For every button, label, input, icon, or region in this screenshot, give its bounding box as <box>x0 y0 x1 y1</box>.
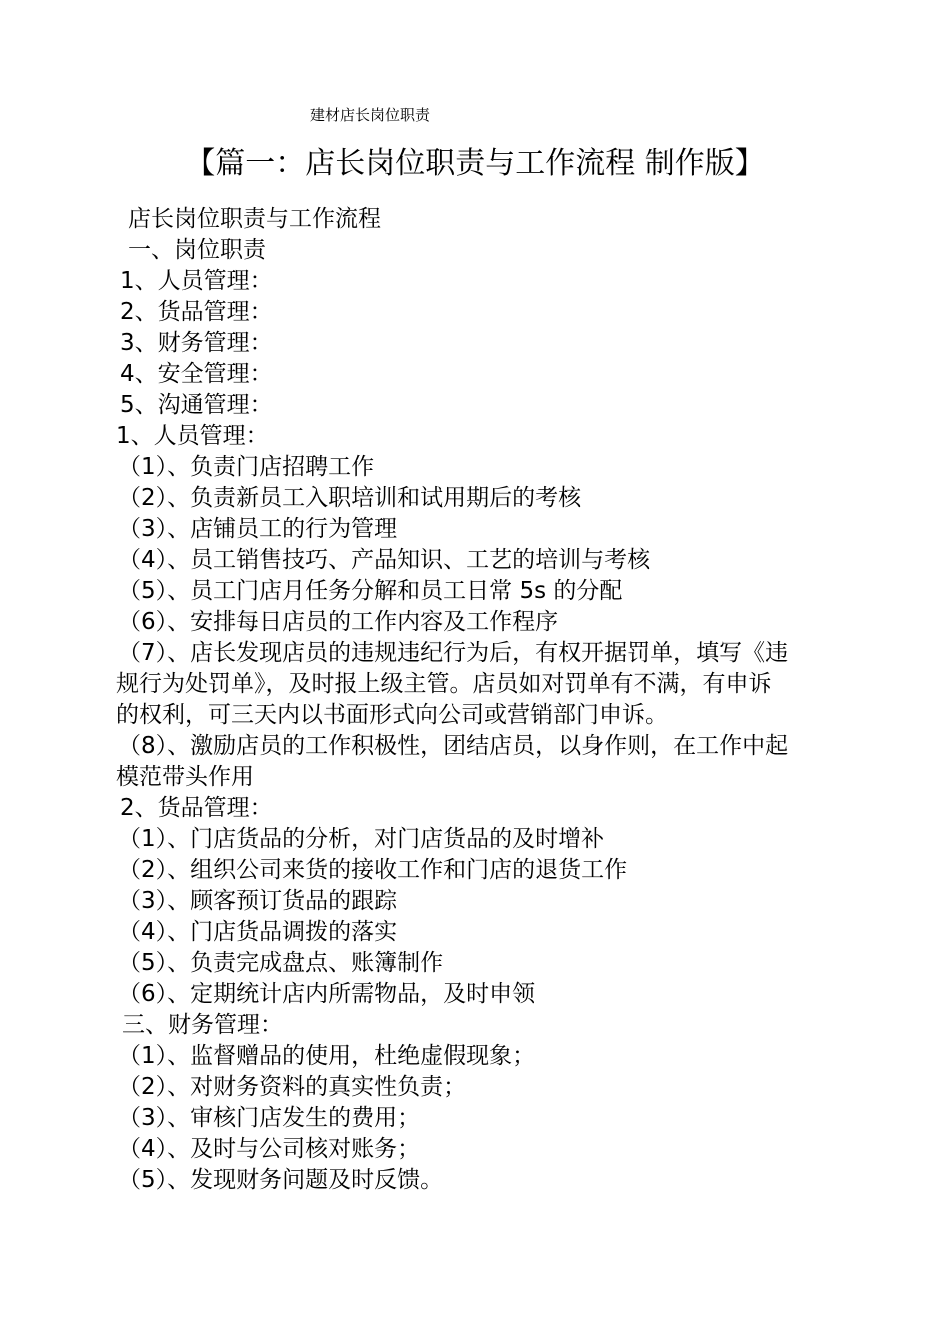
outline-item: 3、财务管理： <box>120 330 273 356</box>
list-item: （5）、发现财务问题及时反馈。 <box>118 1167 444 1193</box>
list-item: （3）、店铺员工的行为管理 <box>118 516 398 542</box>
list-item: （3）、审核门店发生的费用； <box>118 1105 421 1131</box>
section-heading: 三、财务管理： <box>122 1012 283 1038</box>
subsection-heading: 一、岗位职责 <box>128 237 266 263</box>
outline-item: 5、沟通管理： <box>120 392 273 418</box>
list-item: （1）、监督赠品的使用，杜绝虚假现象； <box>118 1043 536 1069</box>
section-heading: 2、货品管理： <box>120 795 273 821</box>
list-item-continuation: 的权利，可三天内以书面形式向公司或营销部门申诉。 <box>116 702 668 728</box>
list-item-continuation: 规行为处罚单》，及时报上级主管。店员如对罚单有不满，有申诉 <box>116 671 772 697</box>
list-item: （2）、对财务资料的真实性负责； <box>118 1074 467 1100</box>
section-heading: 1、人员管理： <box>116 423 269 449</box>
list-item: （6）、定期统计店内所需物品，及时申领 <box>118 981 536 1007</box>
list-item: （7）、店长发现店员的违规违纪行为后，有权开据罚单，填写《违 <box>118 640 789 666</box>
list-item: （2）、组织公司来货的接收工作和门店的退货工作 <box>118 857 628 883</box>
list-item: （6）、安排每日店员的工作内容及工作程序 <box>118 609 559 635</box>
list-item: （5）、员工门店月任务分解和员工日常 5s 的分配 <box>118 578 623 604</box>
outline-item: 2、货品管理： <box>120 299 273 325</box>
outline-item: 1、人员管理： <box>120 268 273 294</box>
list-item: （2）、负责新员工入职培训和试用期后的考核 <box>118 485 582 511</box>
list-item: （8）、激励店员的工作积极性，团结店员，以身作则，在工作中起 <box>118 733 789 759</box>
section-heading: 店长岗位职责与工作流程 <box>128 206 381 232</box>
list-item: （4）、及时与公司核对账务； <box>118 1136 421 1162</box>
outline-item: 4、安全管理： <box>120 361 273 387</box>
list-item: （3）、顾客预订货品的跟踪 <box>118 888 398 914</box>
list-item: （4）、员工销售技巧、产品知识、工艺的培训与考核 <box>118 547 651 573</box>
list-item-continuation: 模范带头作用 <box>116 764 254 790</box>
list-item: （4）、门店货品调拨的落实 <box>118 919 398 945</box>
list-item: （1）、门店货品的分析，对门店货品的及时增补 <box>118 826 605 852</box>
list-item: （5）、负责完成盘点、账簿制作 <box>118 950 444 976</box>
list-item: （1）、负责门店招聘工作 <box>118 454 375 480</box>
document-header: 建材店长岗位职责 <box>310 106 431 124</box>
document-title: 【篇一：店长岗位职责与工作流程 制作版】 <box>185 146 765 181</box>
